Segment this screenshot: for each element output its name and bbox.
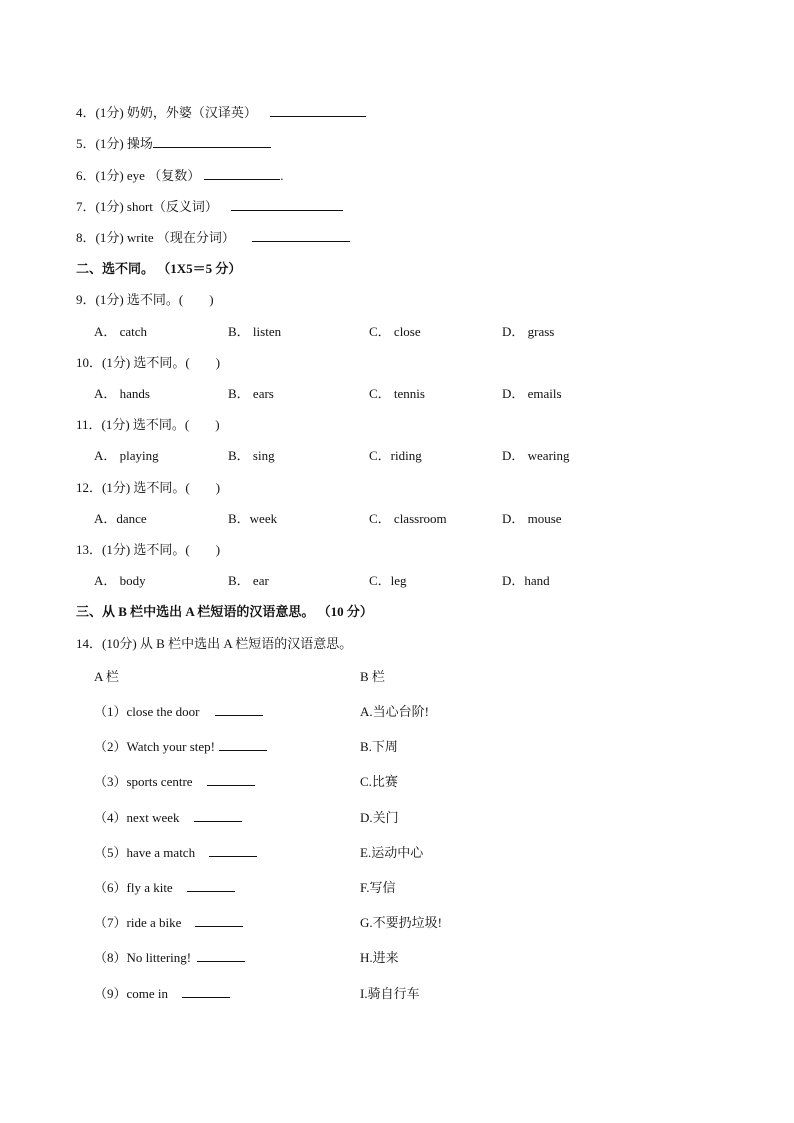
option-c[interactable]: C．riding <box>369 448 422 463</box>
answer-blank[interactable] <box>197 948 245 962</box>
answer-blank[interactable] <box>215 702 263 716</box>
match-item: （6）fly a kite <box>94 877 235 896</box>
question-12: 12．(1分) 选不同。( ) <box>76 480 221 495</box>
match-item: （5）have a match <box>94 842 257 861</box>
option-b[interactable]: B． sing <box>228 448 275 463</box>
option-c[interactable]: C． close <box>369 324 421 339</box>
match-item: （2）Watch your step! <box>94 736 267 755</box>
option-c[interactable]: C． tennis <box>369 386 425 401</box>
match-option: C.比赛 <box>360 774 398 789</box>
option-d[interactable]: D．hand <box>502 573 550 588</box>
match-item: （3）sports centre <box>94 771 255 790</box>
match-item: （7）ride a bike <box>94 912 243 931</box>
answer-blank[interactable] <box>207 772 255 786</box>
option-a[interactable]: A．dance <box>94 511 147 526</box>
match-item: （9）come in <box>94 983 230 1002</box>
option-b[interactable]: B． ears <box>228 386 274 401</box>
match-item: （1）close the door <box>94 701 263 720</box>
option-c[interactable]: C．leg <box>369 573 407 588</box>
answer-blank[interactable] <box>219 737 267 751</box>
match-option: B.下周 <box>360 739 398 754</box>
answer-blank[interactable] <box>270 103 366 117</box>
option-d[interactable]: D． emails <box>502 386 562 401</box>
answer-blank[interactable] <box>209 843 257 857</box>
question-14: 14．(10分) 从 B 栏中选出 A 栏短语的汉语意思。 <box>76 636 353 651</box>
column-b-header: B 栏 <box>360 669 385 684</box>
answer-blank[interactable] <box>231 197 343 211</box>
option-a[interactable]: A． playing <box>94 448 159 463</box>
section-3-title: 三、从 B 栏中选出 A 栏短语的汉语意思。 （10 分） <box>76 604 373 619</box>
option-b[interactable]: B．week <box>228 511 278 526</box>
question-11: 11．(1分) 选不同。( ) <box>76 417 220 432</box>
column-a-header: A 栏 <box>94 669 119 684</box>
match-option: H.进来 <box>360 950 399 965</box>
match-option: E.运动中心 <box>360 845 424 860</box>
answer-blank[interactable] <box>252 228 350 242</box>
match-option: D.关门 <box>360 810 399 825</box>
question-13: 13．(1分) 选不同。( ) <box>76 542 221 557</box>
answer-blank[interactable] <box>182 984 230 998</box>
question-5: 5．(1分) 操场 <box>76 133 271 152</box>
option-b[interactable]: B． ear <box>228 573 269 588</box>
option-d[interactable]: D． mouse <box>502 511 562 526</box>
match-item: （4）next week <box>94 807 242 826</box>
match-option: I.骑自行车 <box>360 986 420 1001</box>
question-9: 9．(1分) 选不同。( ) <box>76 292 214 307</box>
answer-blank[interactable] <box>194 808 242 822</box>
option-d[interactable]: D． grass <box>502 324 555 339</box>
section-2-title: 二、选不同。 （1X5＝5 分） <box>76 261 242 276</box>
answer-blank[interactable] <box>204 166 280 180</box>
option-a[interactable]: A． hands <box>94 386 150 401</box>
question-7: 7．(1分) short（反义词） <box>76 196 343 215</box>
option-b[interactable]: B． listen <box>228 324 282 339</box>
question-4: 4．(1分) 奶奶，外婆（汉译英） <box>76 102 366 121</box>
match-option: G.不要扔垃圾! <box>360 915 442 930</box>
answer-blank[interactable] <box>195 913 243 927</box>
question-8: 8．(1分) write （现在分词） <box>76 227 350 246</box>
match-option: A.当心台阶! <box>360 704 429 719</box>
answer-blank[interactable] <box>153 134 271 148</box>
match-item: （8）No littering! <box>94 947 245 966</box>
question-10: 10．(1分) 选不同。( ) <box>76 355 221 370</box>
question-6: 6．(1分) eye （复数） . <box>76 168 284 183</box>
match-option: F.写信 <box>360 880 396 895</box>
answer-blank[interactable] <box>187 878 235 892</box>
option-a[interactable]: A． catch <box>94 324 148 339</box>
option-c[interactable]: C． classroom <box>369 511 447 526</box>
option-a[interactable]: A． body <box>94 573 146 588</box>
option-d[interactable]: D． wearing <box>502 448 570 463</box>
